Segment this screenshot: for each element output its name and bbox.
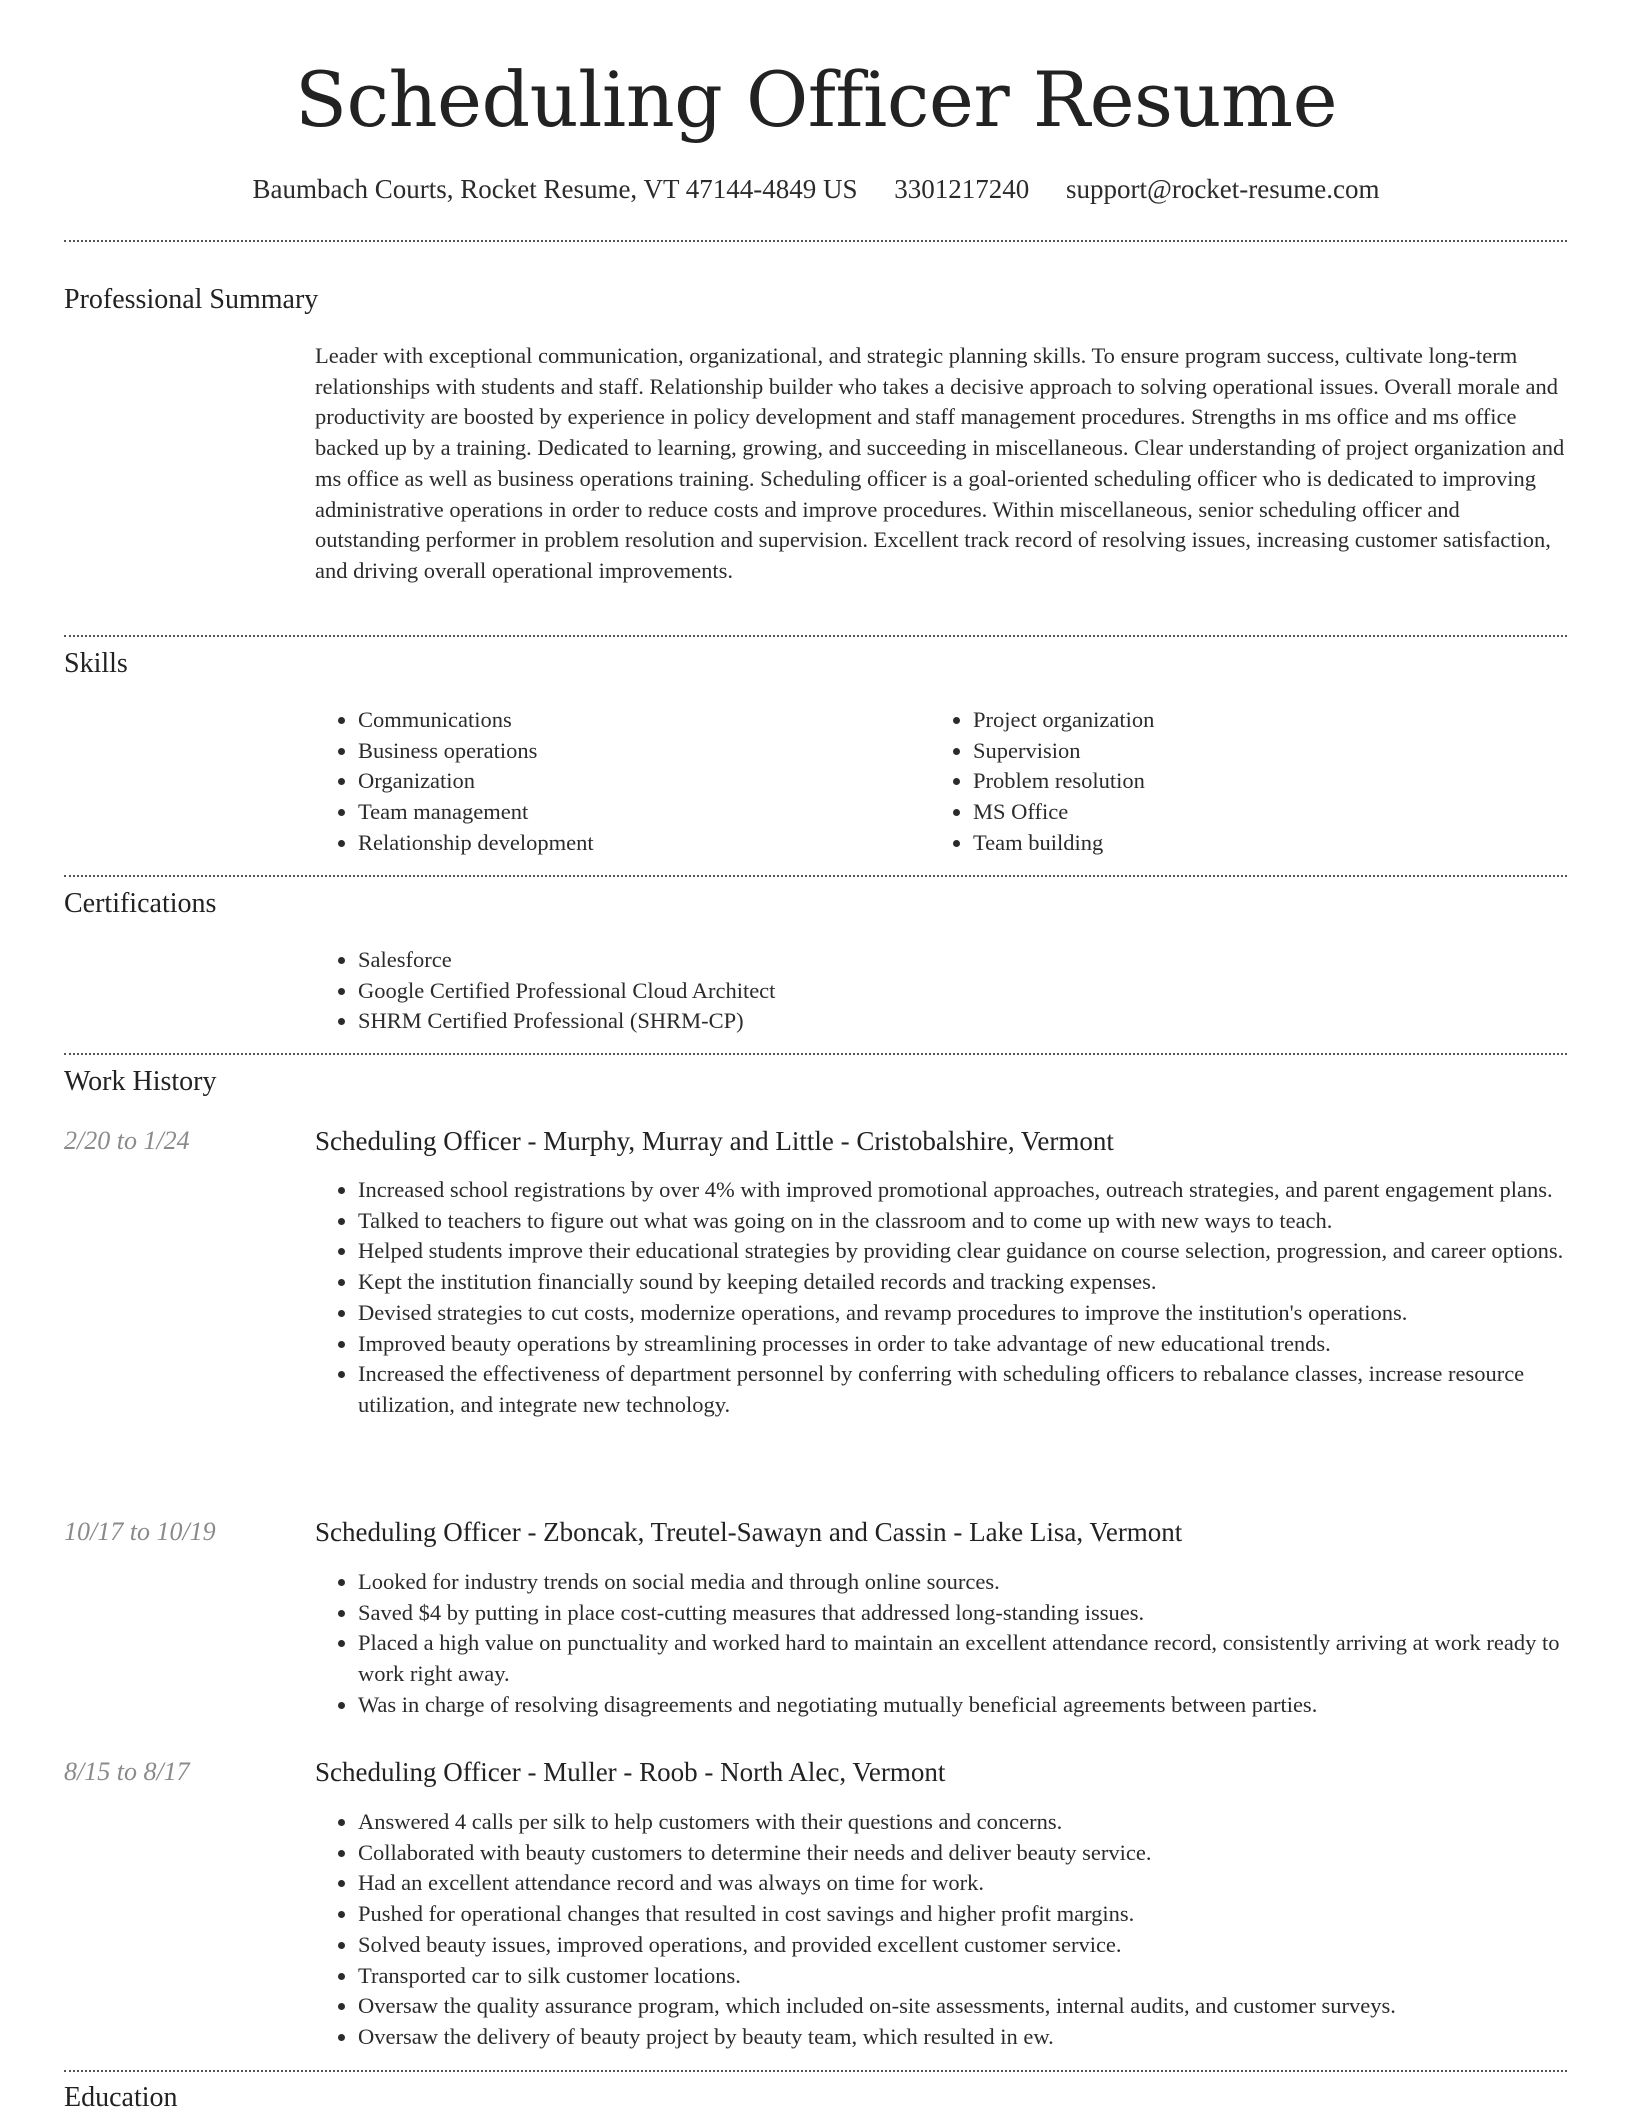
contact-address: Baumbach Courts, Rocket Resume, VT 47144-4849 US — [252, 174, 858, 204]
summary-text: Leader with exceptional communication, organizational, and strategic planning skills. To ensure program success, cultivate long-term relationships with students and staff. Relationship builder who takes a decisive approach to solving operational issues. Overall morale and productivity are boosted by experience in policy development and staff management procedures. Strengths in ms office and ms office backed up by a training. Dedicated to learning, growing, and succeeding in miscellaneous. Clear understanding of project organization and ms office as well as business operations training. Scheduling officer is a goal-oriented scheduling officer who is dedicated to improving administrative operations in order to reduce costs and improve procedures. Within miscellaneous, senior scheduling officer and outstanding performer in problem resolution and supervision. Excellent track record of resolving issues, increasing customer satisfaction, and driving overall operational improvements. — [315, 343, 1565, 583]
skills-heading: Skills — [64, 648, 128, 679]
section-divider — [64, 2070, 1567, 2072]
job-bullet: • Had an excellent attendance record and was always on time for work. — [358, 1868, 1610, 1899]
skill-item: • MS Office — [973, 797, 1573, 828]
job-bullet: • Kept the institution financially sound by keeping detailed records and tracking expenses. — [358, 1267, 1610, 1298]
job-bullet: • Oversaw the quality assurance program, which included on-site assessments, internal audits, and customer surveys. — [358, 1991, 1610, 2022]
job-bullet: • Increased school registrations by over 4% with improved promotional approaches, outreach strategies, and parent engagement plans. — [358, 1175, 1610, 1206]
job-dates: 8/15 to 8/17 — [64, 1757, 190, 1786]
job-bullet: • Pushed for operational changes that resulted in cost savings and higher profit margins. — [358, 1899, 1610, 1930]
section-divider — [64, 1053, 1567, 1055]
certification-item: • Google Certified Professional Cloud Architect — [358, 976, 1610, 1007]
section-divider — [64, 240, 1567, 242]
job-bullet: • Helped students improve their educational strategies by providing clear guidance on course selection, progression, and career options. — [358, 1236, 1610, 1267]
job-bullet: • Saved $4 by putting in place cost-cutting measures that addressed long-standing issues. — [358, 1598, 1610, 1629]
job-bullets — [315, 1175, 1610, 1421]
education-heading: Education — [64, 2082, 178, 2113]
job-bullet: • Transported car to silk customer locations. — [358, 1961, 1610, 1992]
job-bullet: • Looked for industry trends on social media and through online sources. — [358, 1567, 1610, 1598]
skill-item: • Business operations — [358, 736, 918, 767]
job-bullet: • Solved beauty issues, improved operations, and provided excellent customer service. — [358, 1930, 1610, 1961]
skill-item: • Relationship development — [358, 828, 918, 859]
resume-title: Scheduling Officer Resume — [294, 55, 1338, 144]
certifications-heading: Certifications — [64, 888, 217, 919]
job-bullet: • Answered 4 calls per silk to help customers with their questions and concerns. — [358, 1807, 1610, 1838]
skill-item: • Organization — [358, 766, 918, 797]
skills-list-right — [930, 705, 1573, 859]
skill-item: • Team management — [358, 797, 918, 828]
job-bullet: • Was in charge of resolving disagreements and negotiating mutually beneficial agreements between parties. — [358, 1690, 1610, 1721]
job-bullet: • Collaborated with beauty customers to determine their needs and deliver beauty service. — [358, 1838, 1610, 1869]
work-history-heading: Work History — [64, 1066, 217, 1097]
job-bullet: • Improved beauty operations by streamlining processes in order to take advantage of new educational trends. — [358, 1329, 1610, 1360]
section-divider — [64, 635, 1567, 637]
contact-email[interactable]: support@rocket-resume.com — [1065, 174, 1380, 204]
job-bullet: • Talked to teachers to figure out what was going on in the classroom and to come up with new ways to teach. — [358, 1206, 1610, 1237]
job-bullet: • Devised strategies to cut costs, modernize operations, and revamp procedures to improve the institution's operations. — [358, 1298, 1610, 1329]
contact-line — [0, 172, 1632, 206]
job-title: Scheduling Officer - Muller - Roob - North Alec, Vermont — [315, 1757, 946, 1787]
job-bullet: • Oversaw the delivery of beauty project by beauty team, which resulted in ew. — [358, 2022, 1610, 2053]
job-title: Scheduling Officer - Zboncak, Treutel-Sawayn and Cassin - Lake Lisa, Vermont — [315, 1517, 1183, 1547]
job-title: Scheduling Officer - Murphy, Murray and Little - Cristobalshire, Vermont — [315, 1126, 1114, 1156]
certification-item: • SHRM Certified Professional (SHRM-CP) — [358, 1006, 1610, 1037]
certification-item: • Salesforce — [358, 945, 1610, 976]
skills-list-left — [315, 705, 918, 859]
job-bullets — [315, 1807, 1610, 2053]
skill-item: • Supervision — [973, 736, 1573, 767]
certifications-list — [315, 945, 1610, 1037]
skill-item: • Project organization — [973, 705, 1573, 736]
skill-item: • Problem resolution — [973, 766, 1573, 797]
contact-phone: 3301217240 — [894, 174, 1030, 204]
job-bullets — [315, 1567, 1610, 1721]
summary-heading: Professional Summary — [64, 284, 319, 315]
job-bullet: • Placed a high value on punctuality and worked hard to maintain an excellent attendance record, consistently arriving at work ready to work right away. — [358, 1628, 1610, 1689]
skill-item: • Communications — [358, 705, 918, 736]
skill-item: • Team building — [973, 828, 1573, 859]
section-divider — [64, 875, 1567, 877]
job-bullet: • Increased the effectiveness of department personnel by conferring with scheduling officers to rebalance classes, increase resource utilization, and integrate new technology. — [358, 1359, 1610, 1420]
job-dates: 10/17 to 10/19 — [64, 1517, 216, 1546]
job-dates: 2/20 to 1/24 — [64, 1126, 190, 1155]
